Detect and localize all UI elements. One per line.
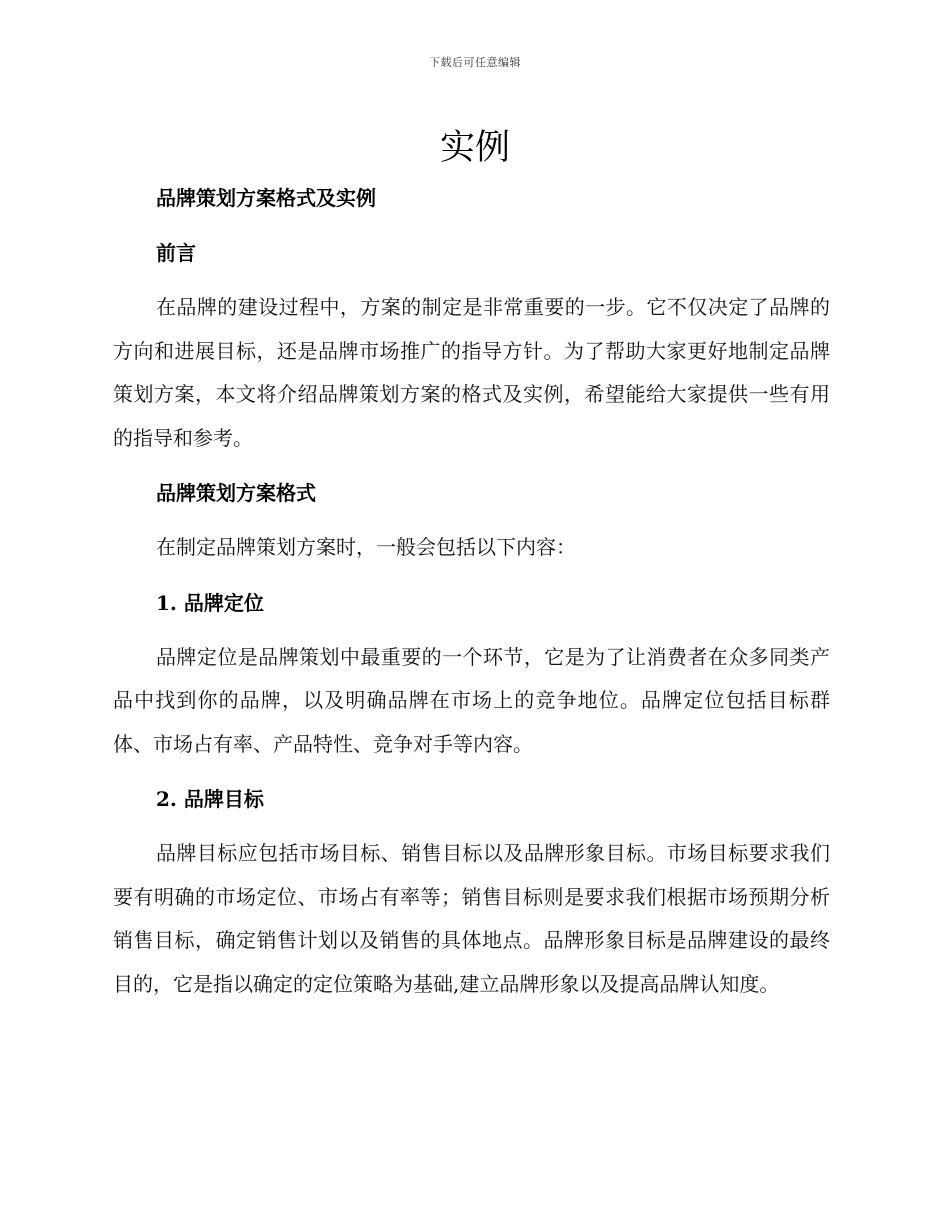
section-1-paragraph: 品牌定位是品牌策划中最重要的一个环节，它是为了让消费者在众多同类产品中找到你的品牌，以及明确品牌在市场上的竞争地位。品牌定位包括目标群体、市场占有率、产品特性、竞争对手等内容。 xyxy=(113,644,830,756)
preface-heading: 前言 xyxy=(156,241,196,265)
section-2-heading: 2. 品牌目标 xyxy=(156,787,264,811)
format-intro-paragraph: 在制定品牌策划方案时，一般会包括以下内容： xyxy=(156,535,576,559)
document-body xyxy=(113,176,830,1017)
section-1-heading: 1. 品牌定位 xyxy=(156,590,264,615)
document-title: 实例 xyxy=(439,128,510,168)
section-2-paragraph: 品牌目标应包括市场目标、销售目标以及品牌形象目标。市场目标要求我们要有明确的市场定位、市场占有率等；销售目标则是要求我们根据市场预期分析销售目标，确定销售计划以及销售的具体地点。品牌形象目标是品牌建设的最终目的，它是指以确定的定位策略为基础,建立品牌形象以及提高品牌认知度。 xyxy=(113,841,830,996)
format-heading: 品牌策划方案格式 xyxy=(156,481,316,505)
header-note: 下载后可任意编辑 xyxy=(429,56,521,69)
preface-paragraph: 在品牌的建设过程中，方案的制定是非常重要的一步。它不仅决定了品牌的方向和进展目标，还是品牌市场推广的指导方针。为了帮助大家更好地制定品牌策划方案，本文将介绍品牌策划方案的格式及实例，希望能给大家提供一些有用的指导和参考。 xyxy=(113,295,830,450)
subtitle-heading: 品牌策划方案格式及实例 xyxy=(156,186,376,210)
